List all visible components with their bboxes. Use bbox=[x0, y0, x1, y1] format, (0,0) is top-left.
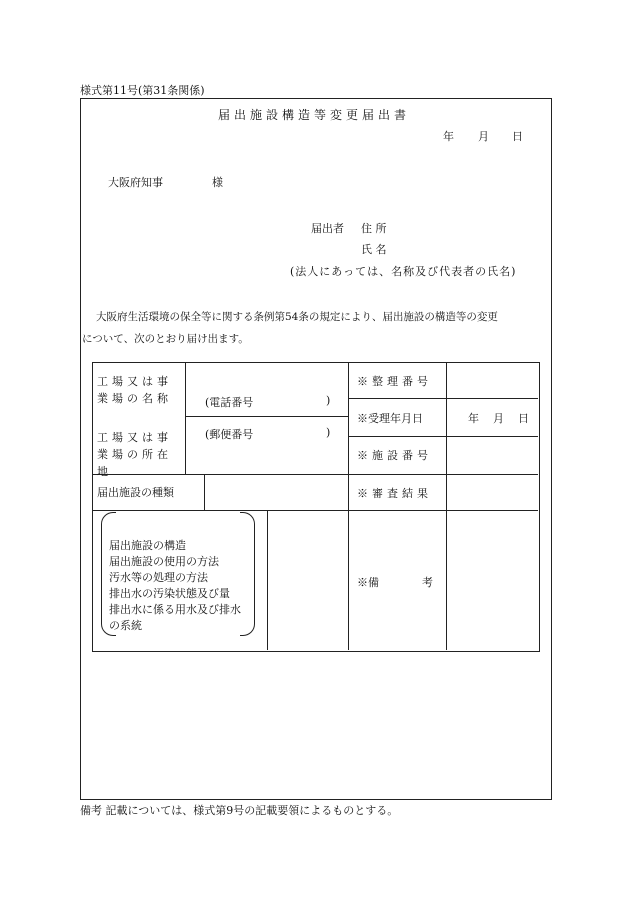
phone-close: ) bbox=[326, 394, 331, 407]
phone-label: (電話番号 bbox=[205, 396, 254, 409]
table-divider bbox=[185, 416, 348, 417]
facility-name-label: 工場又は事業場の名称 bbox=[97, 375, 172, 405]
facility-address-label: 工場又は事業場の所在地 bbox=[97, 431, 172, 478]
table-divider bbox=[446, 362, 447, 650]
corporate-note: (法人にあっては、名称及び代表者の氏名) bbox=[290, 265, 517, 278]
date-day-label: 日 bbox=[512, 130, 523, 143]
form-number-label: 様式第11号(第31条関係) bbox=[80, 84, 205, 97]
received-year-label: 年 bbox=[468, 412, 479, 425]
addressee-honorific: 様 bbox=[212, 176, 223, 189]
postal-label: (郵便番号 bbox=[205, 428, 254, 441]
footer-note: 備考 記載については、様式第9号の記載要領によるものとする。 bbox=[80, 804, 399, 817]
change-item: 排出水の汚染状態及び量 bbox=[109, 587, 230, 600]
bracket-right bbox=[240, 512, 255, 636]
date-year-label: 年 bbox=[443, 130, 454, 143]
table-divider bbox=[348, 362, 349, 650]
table-divider bbox=[204, 474, 205, 510]
addressee-name: 大阪府知事 bbox=[108, 176, 163, 189]
change-item: 汚水等の処理の方法 bbox=[109, 571, 208, 584]
table-divider bbox=[185, 362, 186, 474]
notifier-name-label: 氏 名 bbox=[361, 243, 387, 256]
notifier-label: 届出者 bbox=[311, 222, 344, 235]
table-divider bbox=[348, 398, 538, 399]
review-result-label: ※審査結果 bbox=[357, 487, 432, 500]
table-divider bbox=[348, 436, 538, 437]
received-month-label: 月 bbox=[493, 412, 504, 425]
change-item: の系統 bbox=[109, 619, 142, 632]
change-item: 排出水に係る用水及び排水 bbox=[109, 603, 241, 616]
remarks-label: ※備 bbox=[357, 576, 379, 589]
received-date-label: ※受理年月日 bbox=[357, 412, 423, 425]
form-title: 届出施設構造等変更届出書 bbox=[218, 108, 411, 122]
ref-number-label: ※整理番号 bbox=[357, 375, 432, 388]
change-item: 届出施設の使用の方法 bbox=[109, 555, 219, 568]
remarks-label-2: 考 bbox=[422, 576, 433, 589]
body-text-line2: について、次のとおり届け出ます。 bbox=[82, 333, 249, 345]
facility-type-label: 届出施設の種類 bbox=[97, 486, 174, 499]
postal-close: ) bbox=[326, 426, 331, 439]
change-item: 届出施設の構造 bbox=[109, 539, 186, 552]
notifier-address-label: 住 所 bbox=[361, 222, 387, 235]
facility-number-label: ※施設番号 bbox=[357, 449, 432, 462]
body-text-line1: 大阪府生活環境の保全等に関する条例第54条の規定により、届出施設の構造等の変更 bbox=[96, 311, 498, 323]
table-divider bbox=[267, 510, 268, 650]
date-month-label: 月 bbox=[478, 130, 489, 143]
received-day-label: 日 bbox=[518, 412, 529, 425]
table-divider bbox=[92, 510, 538, 511]
